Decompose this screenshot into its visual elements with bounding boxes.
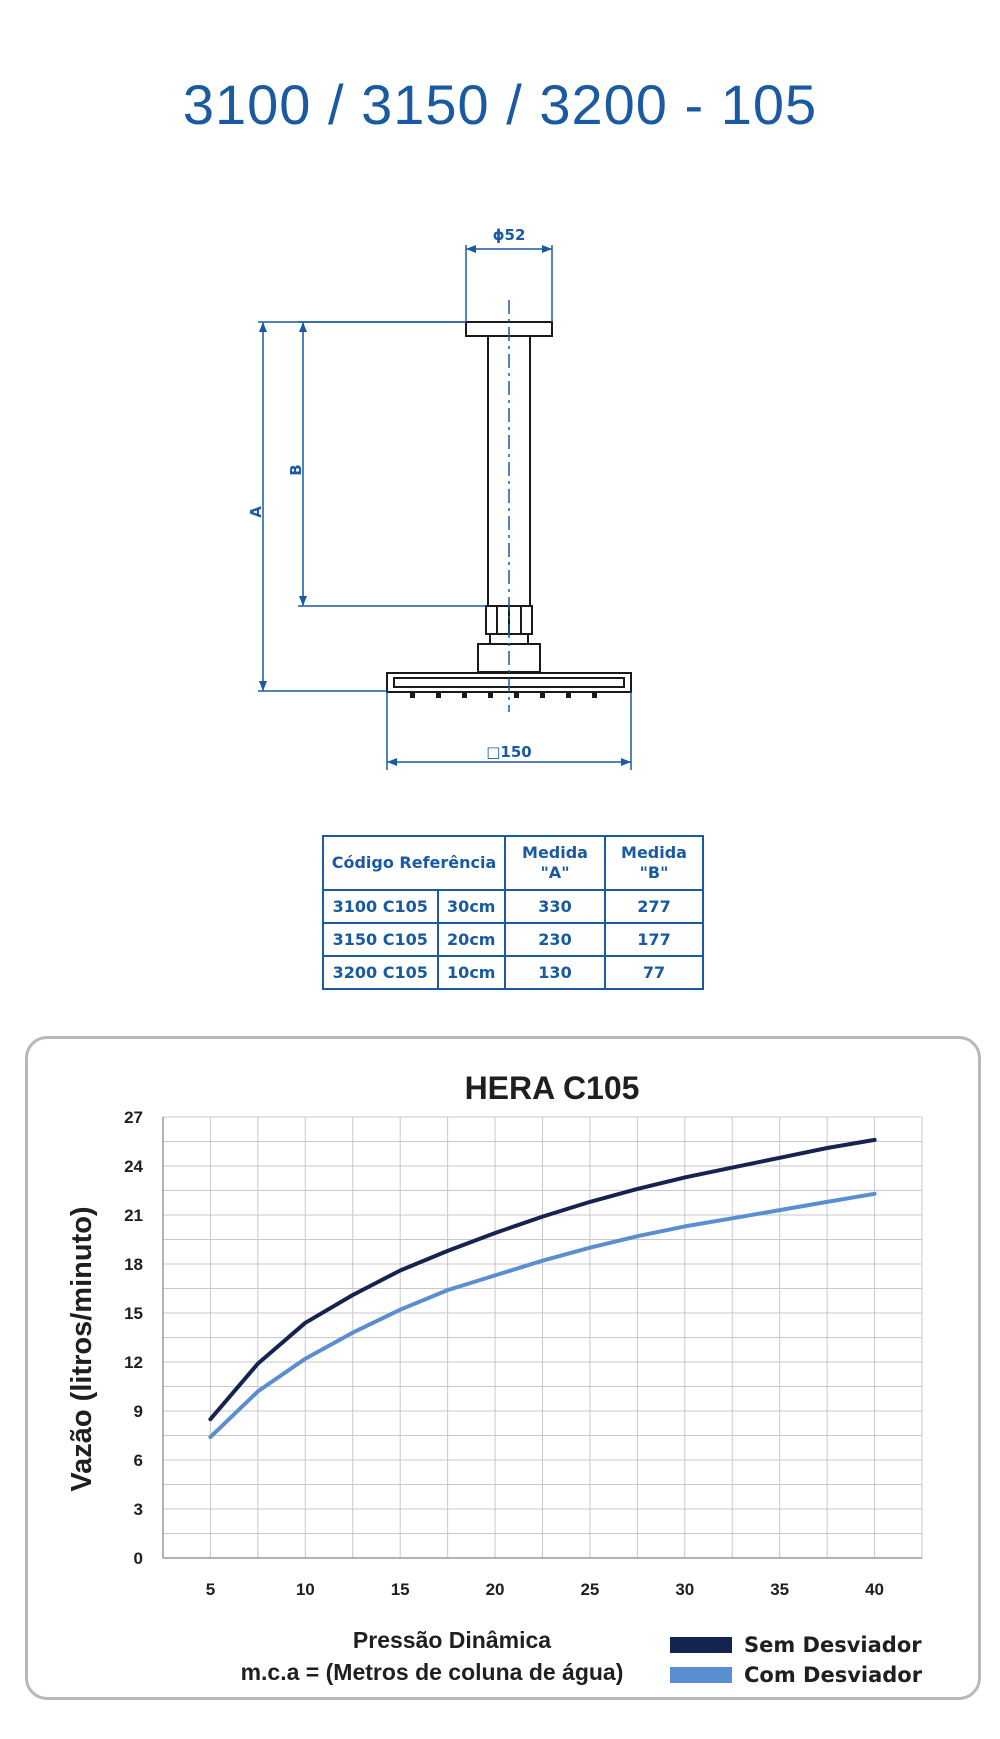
header-a [505, 836, 605, 890]
diameter-label: ϕ52 [492, 226, 526, 244]
header-code-text: Código Referência [331, 853, 497, 872]
row-size: 30cm [438, 890, 505, 923]
table-row [323, 890, 703, 923]
x-tick-label: 10 [295, 1580, 315, 1599]
x-tick-label: 40 [865, 1580, 885, 1599]
legend-label: Sem Desviador [744, 1633, 922, 1657]
x-axis-label-line2: m.c.a = (Metros de coluna de água) [240, 1659, 624, 1685]
x-tick-label: 30 [675, 1580, 695, 1599]
header-b [605, 836, 703, 890]
y-tick-label: 12 [124, 1353, 143, 1372]
chart-title: HERA C105 [464, 1070, 640, 1106]
table-row [323, 956, 703, 989]
legend-swatch [670, 1667, 732, 1683]
y-tick-label: 24 [124, 1157, 143, 1176]
y-tick-label: 21 [124, 1206, 143, 1225]
row-a: 130 [505, 956, 605, 989]
row-code: 3200 C105 [323, 956, 438, 989]
dimension-b-label: B [287, 464, 305, 476]
y-tick-label: 0 [133, 1549, 143, 1568]
y-tick-label: 27 [124, 1108, 143, 1127]
y-axis-label: Vazão (litros/minuto) [66, 1206, 98, 1492]
row-b: 277 [605, 890, 703, 923]
y-tick-label: 15 [124, 1304, 143, 1323]
y-tick-label: 3 [133, 1500, 143, 1519]
row-size: 10cm [438, 956, 505, 989]
dimension-a-label: A [247, 506, 265, 518]
width-label: □150 [486, 743, 532, 761]
chart-panel [25, 1036, 981, 1700]
header-code [323, 836, 505, 890]
legend-item-com-desviador [670, 1660, 922, 1690]
table-row [323, 923, 703, 956]
header-a-line1: Medida [522, 843, 588, 862]
spec-table [322, 835, 704, 990]
technical-drawing [0, 200, 1000, 790]
row-a: 230 [505, 923, 605, 956]
row-a: 330 [505, 890, 605, 923]
legend-item-sem-desviador [670, 1630, 922, 1660]
legend-label: Com Desviador [744, 1663, 923, 1687]
row-b: 77 [605, 956, 703, 989]
x-tick-label: 25 [580, 1580, 600, 1599]
y-tick-label: 18 [124, 1255, 143, 1274]
x-tick-label: 20 [485, 1580, 505, 1599]
table-header-row [323, 836, 703, 890]
x-tick-label: 35 [770, 1580, 790, 1599]
legend-swatch [670, 1637, 732, 1653]
x-axis-label-line1: Pressão Dinâmica [352, 1627, 552, 1653]
row-size: 20cm [438, 923, 505, 956]
chart-legend [670, 1630, 922, 1690]
x-tick-label: 5 [205, 1580, 216, 1599]
header-b-line1: Medida [621, 843, 687, 862]
y-tick-label: 6 [133, 1451, 143, 1470]
row-code: 3100 C105 [323, 890, 438, 923]
header-b-line2: "B" [639, 863, 669, 882]
header-a-line2: "A" [540, 863, 570, 882]
row-b: 177 [605, 923, 703, 956]
page-title: 3100 / 3150 / 3200 - 105 [182, 73, 818, 136]
y-tick-label: 9 [133, 1402, 143, 1421]
row-code: 3150 C105 [323, 923, 438, 956]
x-tick-label: 15 [390, 1580, 410, 1599]
